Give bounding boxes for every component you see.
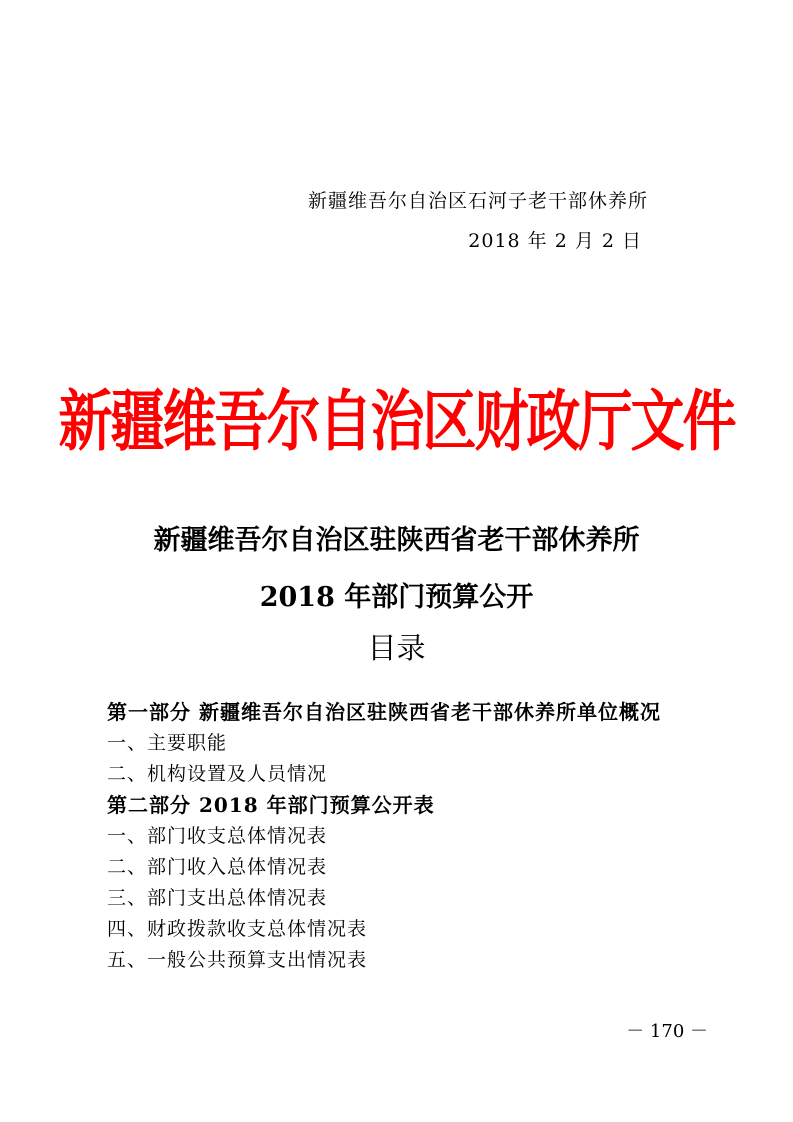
toc-heading: 目录 bbox=[367, 631, 426, 665]
toc-item: 一、部门收支总体情况表 bbox=[107, 825, 328, 847]
toc-item: 四、财政拨款收支总体情况表 bbox=[107, 918, 368, 940]
document-date: 2018 年 2 月 2 日 bbox=[468, 230, 642, 252]
document-issuer-header: 新疆维吾尔自治区财政厅文件 bbox=[58, 382, 735, 460]
document-title-line2: 2018 年部门预算公开 bbox=[259, 582, 534, 613]
page-number: － 170 － bbox=[626, 1021, 708, 1042]
toc-item: 五、一般公共预算支出情况表 bbox=[107, 949, 368, 971]
toc-part-2: 第二部分 2018 年部门预算公开表 bbox=[107, 793, 435, 817]
toc-item: 二、部门收入总体情况表 bbox=[107, 856, 328, 878]
document-title-line1: 新疆维吾尔自治区驻陕西省老干部休养所 bbox=[153, 525, 640, 556]
organization-line: 新疆维吾尔自治区石河子老干部休养所 bbox=[307, 190, 648, 212]
toc-item: 一、主要职能 bbox=[107, 732, 228, 754]
toc-item: 二、机构设置及人员情况 bbox=[107, 763, 328, 785]
table-of-contents bbox=[107, 697, 661, 976]
toc-part-1: 第一部分 新疆维吾尔自治区驻陕西省老干部休养所单位概况 bbox=[107, 700, 661, 724]
toc-item: 三、部门支出总体情况表 bbox=[107, 887, 328, 909]
